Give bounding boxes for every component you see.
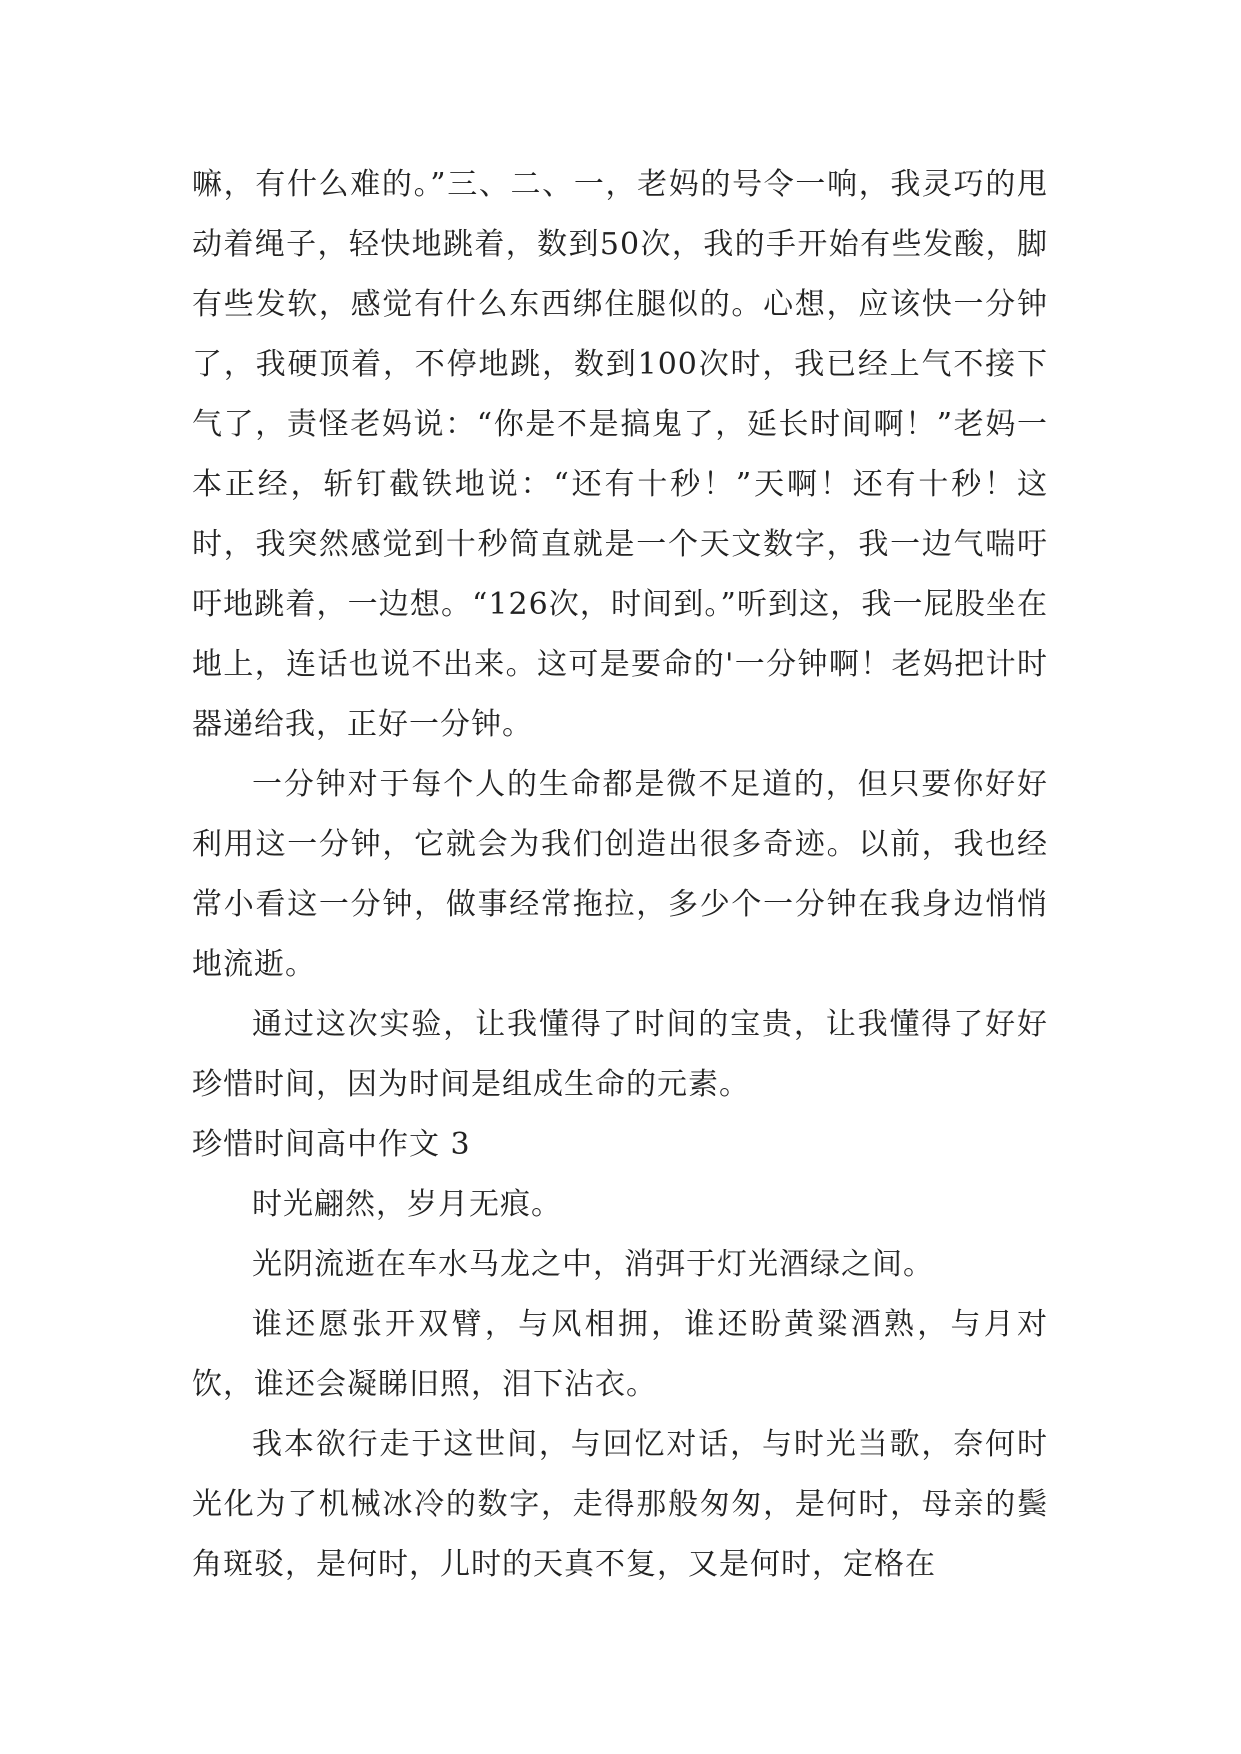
paragraph-4: 时光翩然，岁月无痕。 <box>252 1187 562 1222</box>
document-page <box>192 155 1048 1595</box>
paragraph-2: 一分钟对于每个人的生命都是微不足道的，但只要你好好利用这一分钟，它就会为我们创造出很多奇迹。以前，我也经常小看这一分钟，做事经常拖拉，多少个一分钟在我身边悄悄地流逝。 <box>192 767 1048 982</box>
paragraph-1: 嘛，有什么难的。”三、二、一，老妈的号令一响，我灵巧的甩动着绳子，轻快地跳着，数到50次，我的手开始有些发酸，脚有些发软，感觉有什么东西绑住腿似的。心想，应该快一分钟了，我硬顶着，不停地跳，数到100次时，我已经上气不接下气了，责怪老妈说：“你是不是搞鬼了，延长时间啊！”老妈一本正经，斩钉截铁地说：“还有十秒！”天啊！还有十秒！这时，我突然感觉到十秒简直就是一个天文数字，我一边气喘吁吁地跳着，一边想。“126次，时间到。”听到这，我一屁股坐在地上，连话也说不出来。这可是要命的'一分钟啊！老妈把计时器递给我，正好一分钟。 <box>192 167 1048 742</box>
paragraph-6: 谁还愿张开双臂，与风相拥，谁还盼黄粱酒熟，与月对饮，谁还会凝睇旧照，泪下沾衣。 <box>192 1307 1048 1402</box>
paragraph-5: 光阴流逝在车水马龙之中，消弭于灯光酒绿之间。 <box>252 1247 934 1282</box>
paragraph-7: 我本欲行走于这世间，与回忆对话，与时光当歌，奈何时光化为了机械冰冷的数字，走得那般匆匆，是何时，母亲的鬓角斑驳，是何时，儿时的天真不复，又是何时，定格在 <box>192 1427 1048 1582</box>
section-title: 珍惜时间高中作文 3 <box>192 1127 471 1162</box>
paragraph-3: 通过这次实验，让我懂得了时间的宝贵，让我懂得了好好珍惜时间，因为时间是组成生命的元素。 <box>192 1007 1048 1102</box>
